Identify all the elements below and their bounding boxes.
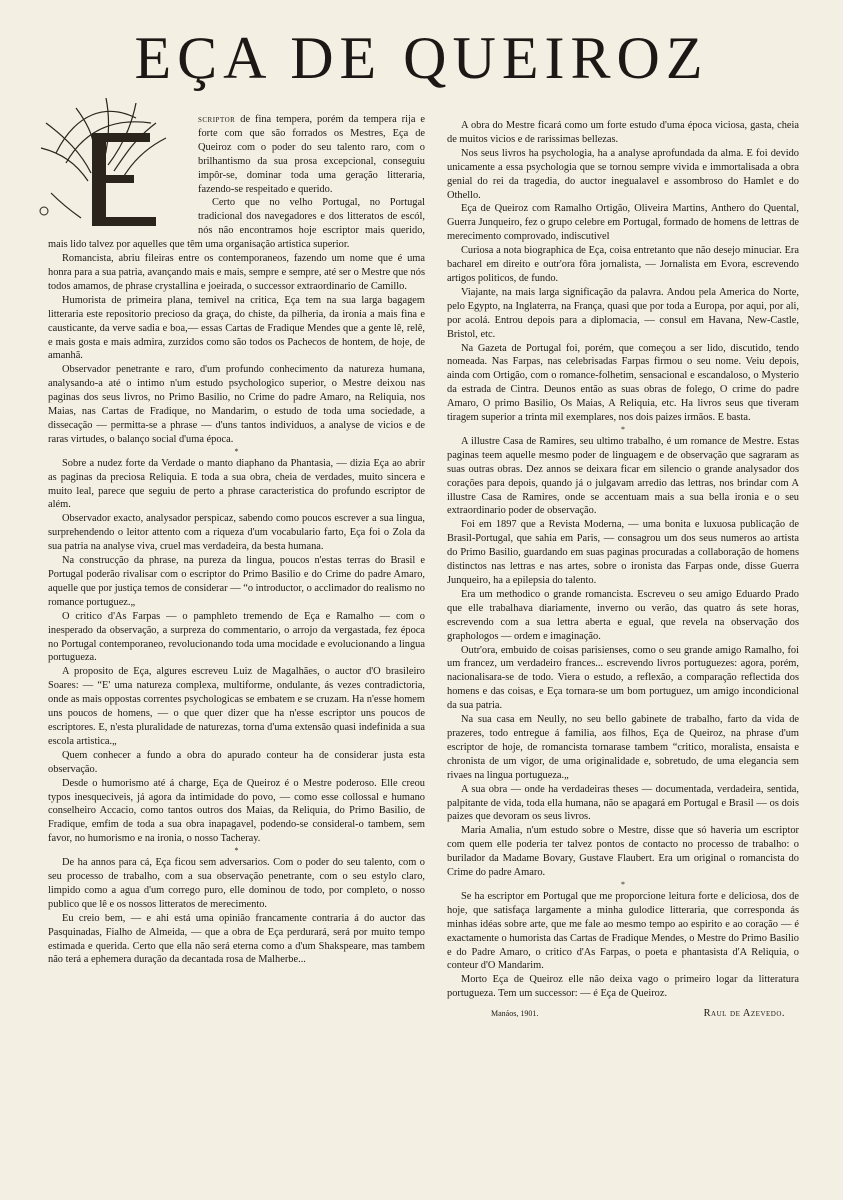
palm-ornament-icon bbox=[36, 93, 192, 235]
paragraph: Viajante, na mais larga significação da palavra. Andou pela America do Norte, pelo Egypto, na Inglaterra, na França, quasi que por toda a Europa, por aqui, por ali, por acolá. Entrou depois para a diplomacia, — consul em Havana, New-Castle, Bristol, etc. bbox=[447, 286, 799, 340]
paragraph: Nos seus livros ha psychologia, ha a analyse aprofundada da alma. E foi devido unicamente a essa psychologia que se tornou sempre vivida e immortalisada a obra genial do rei da tragedia, do auctor inegualavel e assombroso do Hamlet e do Othello. bbox=[447, 147, 799, 201]
section-separator: * bbox=[234, 846, 239, 856]
article-footer bbox=[447, 1001, 799, 1021]
paragraph: Outr'ora, embuido de coisas parisienses, como o seu grande amigo Ramalho, foi um francez, um verdadeiro frances... escrevendo livros portuguezes: agora, porém, nacionalisara-se de todo. Viera o estudo, a reflexão, a comparação reflectida dos homens e das coisas, e Eça tornara-se um bom portuguez, um amigo incondicional da sua patria. bbox=[447, 644, 799, 712]
paragraph: Observador exacto, analysador perspicaz, sabendo como poucos escrever a sua lingua, surprehendendo o leitor attento com a riqueza d'um vocabulario farto, Eça foi o Zola da sua patria na analyse viva, cruel mas verdadeira, da besta humana. bbox=[48, 513, 425, 553]
paragraph: Se ha escriptor em Portugal que me proporcione leitura forte e deliciosa, dos de hoje, que satisfaça largamente a minha gulodice litteraria, que corresponda ás minhas idéas sobre arte, que me fale ao mesmo tempo ao espirito e ao coração — é exactamente o humorista das Cartas de Fradique Mendes, o Mestre do Primo Basilio e do Padre Amaro, o critico d'As Farpas, o poeta e phantasista d'A Reliquia, o conteur d'O Mandarim. bbox=[447, 890, 799, 972]
paragraph: Desde o humorismo até á charge, Eça de Queiroz é o Mestre poderoso. Elle creou typos inesqueciveis, já agora da intimidade do povo, — como esse collossal e humano conselheiro Accacio, como tantos outros dos Maias, da Reliquia, do Primo Basilio, de Fradique, emfim de toda a sua obra inapagavel, podendo-se consideral-o tambem, sem favor, no humorismo e na ironia, o nosso Tacheray. bbox=[48, 777, 425, 845]
paragraph: Na Gazeta de Portugal foi, porém, que começou a ser lido, discutido, tendo nomeada. Nas Farpas, nas celebrisadas Farpas firmou o seu nome. Veiu depois, ainda com Ortigão, com o romance-folhetim, sensacional e escandaloso, o Mysterio da estrada de Cintra. Deunos então as suas obras de folego, O crime do padre Amaro, O primo Basilio, Os Maias, A Reliquia, etc. Ha livros seus que tiveram tiragem superior a trinta mil exemplares, nos dois paizes irmãos. E basta. bbox=[447, 342, 799, 424]
section-separator: * bbox=[621, 424, 625, 434]
paragraph: Foi em 1897 que a Revista Moderna, — uma bonita e luxuosa publicação de Brasil-Portugal, que sahia em Paris, — consagrou um dos seus numeros ao artista do Primo Basilio, guardando em suas paginas procuradas a collaboração de homens distinctos nas lettras e nas artes, sobre o ironista das Farpas onde, disse Guerra Junqueiro, ha a epilepsia do talento. bbox=[447, 519, 799, 586]
paragraph: scriptor de fina tempera, porém da tempera rija e forte com que são forrados os Mestres, Eça de Queiroz com o poder do seu talento raro, com o brilhantismo da sua prosa excepcional, conseguiu impôr-se, dominar toda uma geração litteraria, fazendo-se respeitado e querido. bbox=[198, 114, 425, 195]
paragraph: Romancista, abriu fileiras entre os contemporaneos, fazendo um nome que é uma honra para a sua patria, avançando mais e mais, sempre e sempre, até ser o Mestre que nós todos amamos, de phrase crystallina e joeirada, o successor extraordinario de Camillo. bbox=[48, 253, 425, 292]
author-signature: Raul de Azevedo. bbox=[703, 1008, 785, 1020]
paragraph: Maria Amalia, n'um estudo sobre o Mestre, disse que só haveria um escriptor com quem elle poderia ter talvez pontos de contacto no processo de trabalho: o burilador da Madame Bovary, Gustave Flaubert. Era um original o romancista do Crime do padre Amaro. bbox=[447, 825, 799, 879]
paragraph: Era um methodico o grande romancista. Escreveu o seu amigo Eduardo Prado que elle trabalhava diariamente, inverno ou verão, das quatro ás sete horas, escrevendo com a sua lettra aberta e egual, que revela na observação dos graphologos — ordem e imaginação. bbox=[447, 588, 799, 642]
paragraph: Observador penetrante e raro, d'um profundo conhecimento da natureza humana, analysando-a até o intimo n'um estudo psychologico superior, o Mestre deixou nas paginas dos seus livros, no Primo Basilio, no Crime do padre Amaro, na Reliquia, nos Maias, nas Cartas de Fradique, no Mandarim, o estudo de toda uma sociedade, a dissecação — permitta-se a phrase — d'uns tantos individuos, a analyse de vicios e de raras virtudes, o balanço social d'uma época. bbox=[48, 364, 425, 445]
paragraph: A obra do Mestre ficará como um forte estudo d'uma época viciosa, gasta, cheia de muitos vicios e de rarissimas bellezas. bbox=[447, 120, 799, 145]
dateline: Manáos, 1901. bbox=[491, 1009, 539, 1019]
section-separator: * bbox=[234, 446, 239, 456]
page-title: EÇA DE QUEIROZ bbox=[134, 25, 709, 91]
paragraph: A illustre Casa de Ramires, seu ultimo trabalho, é um romance de Mestre. Estas paginas teem aquelle mesmo poder de linguagem e de observação que sagraram as suas outras obras. Dez annos se deixara ficar em silencio o grande analysador dos corações para depois, quando já o julgavam arredio das lettras, nos brindar com A illustre Casa de Ramires, onde se accentuam mais a sua bella ironia e o seu extraordinario poder de observação. bbox=[447, 435, 799, 517]
paragraph: Na construcção da phrase, na pureza da lingua, poucos n'estas terras do Brasil e Portugal poderão rivalisar com o escriptor do Primo Basilio e do Crime do padre Amaro, aquelle que por justiça temos de considerar — “o introductor, o acclimador do realismo no romance portuguez.„ bbox=[48, 555, 425, 608]
left-column bbox=[48, 113, 425, 967]
paragraph: Eça de Queiroz com Ramalho Ortigão, Oliveira Martins, Anthero do Quental, Guerra Junqueiro, fez o grupo celebre em Portugal, formado de homens de lettras de merecimento comprovado, indiscutivel bbox=[447, 203, 799, 243]
paragraph: Certo que no velho Portugal, no Portugal tradicional dos navegadores e dos litteratos de escól, nós não encontramos hoje escriptor mais querido, mais lido talvez por aquelles que têm uma organisação artistica superior. bbox=[48, 197, 425, 251]
ornamental-initial bbox=[36, 93, 192, 235]
paragraph: Sobre a nudez forte da Verdade o manto diaphano da Phantasia, — dizia Eça ao abrir as paginas da preciosa Reliquia. E toda a sua obra, cheia de verdades, muito sincera e muito leal, parece que seguiu de perto a phrase caracteristica do profundo escriptor de além. bbox=[48, 457, 425, 511]
paragraph: Eu creio bem, — e ahi está uma opinião francamente contraria á do auctor das Pasquinadas, Fialho de Almeida, — que a obra de Eça perdurará, será por muito tempo estimada e querida. Certo que ella não será eterna como a d'um Shakspeare, mas tambem não terá a ephemera duração da decantada rosa de Malherbe... bbox=[48, 912, 425, 966]
right-column bbox=[447, 119, 799, 1021]
paragraph: Na sua casa em Neully, no seu bello gabinete de trabalho, farto da vida de prazeres, todo entregue á familia, aos filhos, Eça de Queiroz, na phrase d'um escriptor de hoje, de romancista tornarase tambem “critico, moralista, ensaista e chronista de um vigor, de uma originalidade e, sobretudo, de uma elegancia sem rivaes na lingua portugueza.„ bbox=[447, 714, 799, 781]
paragraph: De ha annos para cá, Eça ficou sem adversarios. Com o poder do seu talento, com o seu processo de trabalho, com a sua observação penetrante, com o seu estylo claro, limpido como a agua d'um corrego puro, elle dominou de todo, por completo, o nosso publico que lê e os nossos litteratos de merecimento. bbox=[48, 857, 425, 910]
paragraph: Humorista de primeira plana, temivel na critica, Eça tem na sua larga bagagem litteraria este repositorio precioso da graça, do chiste, da pilheria, da ironia a mais fina e causticante, da verve sadia e boa,— essas Cartas de Fradique Mendes que a gente lê, relê, e mais gosta e mais admira, zurzidos como são todos os Pachecos de hontem, de hoje, de amanhã. bbox=[48, 294, 425, 362]
paragraph: A proposito de Eça, algures escreveu Luiz de Magalhães, o auctor d'O brasileiro Soares: — “E' uma natureza complexa, multiforme, ondulante, ás vezes contradictoria, onde as mais oppostas correntes psychologicas se embatem e se cruzam. Ha n'esse homem uns poucos de homens, — o que quer dizer que ha n'esse escriptor uns poucos de escriptores. E, n'esta pluralidade de naturezas, torna d'uma extensão quasi indefinida a sua escola artistica.„ bbox=[48, 666, 425, 747]
paragraph: A sua obra — onde ha verdadeiras theses — documentada, verdadeira, sentida, palpitante de vida, toda ella humana, não se apagará em Portugal e Brasil — os dois paizes que devoram os seus livros. bbox=[447, 783, 799, 823]
paragraph: Curiosa a nota biographica de Eça, coisa entretanto que não desejo minuciar. Era bacharel em direito e outr'ora fôra jornalista, — Jornalista em Evora, escrevendo artigos politicos, de fundo. bbox=[447, 245, 799, 284]
paragraph: Quem conhecer a fundo a obra do apurado conteur ha de considerar justa esta observação. bbox=[48, 749, 425, 775]
section-separator: * bbox=[621, 879, 625, 889]
paragraph: O critico d'As Farpas — o pamphleto tremendo de Eça e Ramalho — com o inesperado da observação, a surpreza do commentario, o arrojo da vergastada, fez época no Portugal contemporaneo, revolucionando toda uma mocidade e evolucionando a lingua portugueza. bbox=[48, 610, 425, 664]
paragraph: Morto Eça de Queiroz elle não deixa vago o primeiro logar da litteratura portugueza. Tem um successor: — é Eça de Queiroz. bbox=[447, 974, 799, 1000]
